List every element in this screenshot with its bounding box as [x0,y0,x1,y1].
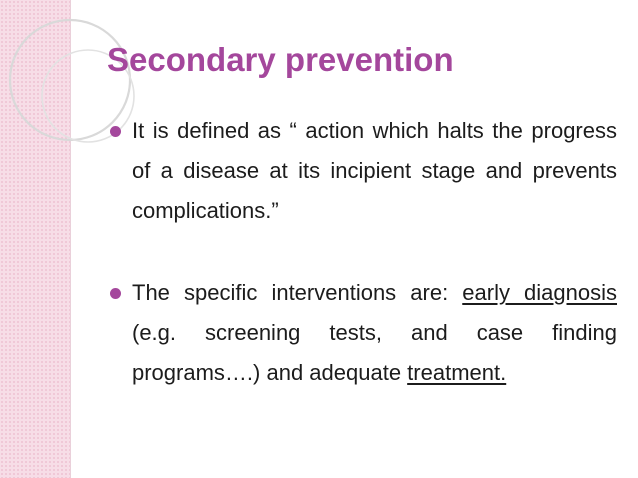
bullet-interventions-mid: (e.g. screening tests, and case finding programs….) and adequate [132,320,617,385]
bullet-definition [107,111,617,231]
bullet-dot-icon [110,288,121,299]
bullet-list [107,111,617,393]
early-diagnosis-underlined: early diagnosis [462,280,617,305]
bullet-dot-icon [110,126,121,137]
bullet-interventions [107,273,617,393]
slide-title: Secondary prevention [107,41,454,78]
treatment-underlined: treatment. [407,360,507,385]
bullet-definition-text: It is defined as “ action which halts the progress of a disease at its incipient stage and prevents complications.” [132,118,617,223]
bullet-interventions-lead: The specific interventions are: [132,280,463,305]
